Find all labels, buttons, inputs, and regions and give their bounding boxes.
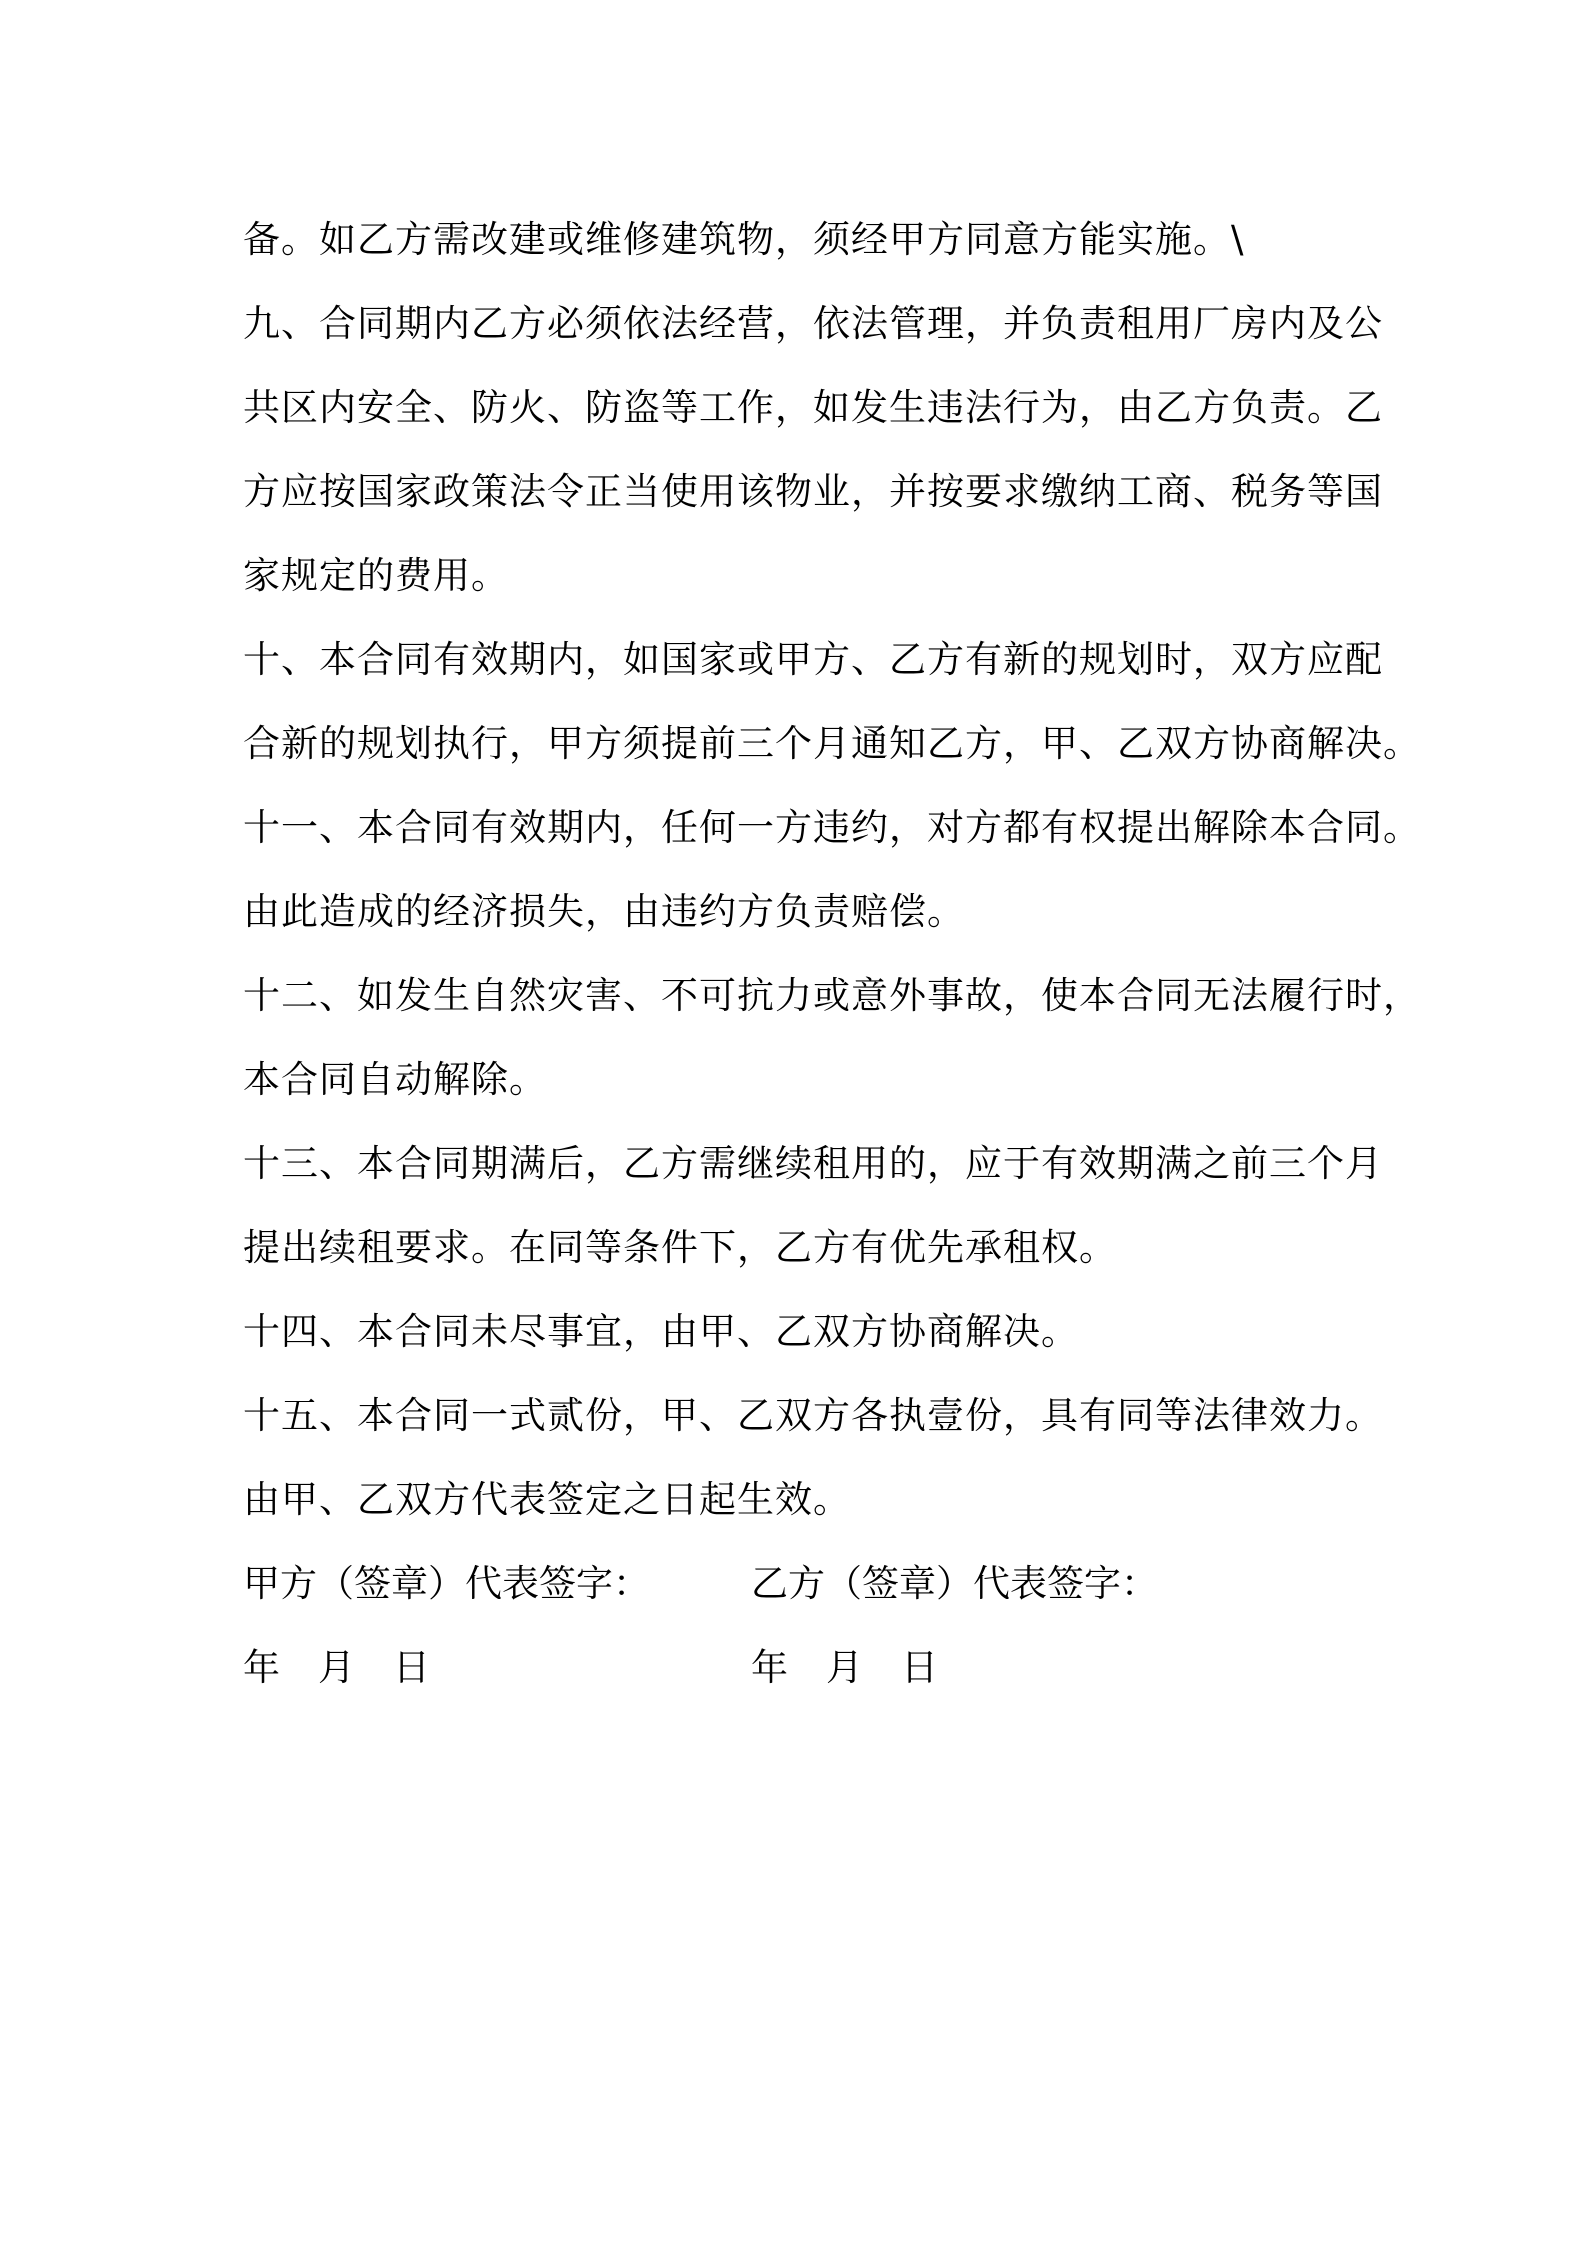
clause-15-line-2: 由甲、乙双方代表签定之日起生效。 bbox=[243, 1478, 851, 1521]
clause-11-line-2: 由此造成的经济损失，由违约方负责赔偿。 bbox=[243, 890, 965, 933]
clause-9-line-2: 共区内安全、防火、防盗等工作，如发生违法行为，由乙方负责。乙 bbox=[243, 386, 1383, 429]
text-line-1: 备。如乙方需改建或维修建筑物，须经甲方同意方能实施。\ bbox=[243, 218, 1245, 261]
clause-13-line-2: 提出续租要求。在同等条件下，乙方有优先承租权。 bbox=[243, 1226, 1117, 1269]
party-a-date bbox=[243, 1626, 468, 1710]
clause-10-line-2: 合新的规划执行，甲方须提前三个月通知乙方，甲、乙双方协商解决。 bbox=[243, 722, 1421, 765]
clause-13-line-1: 十三、本合同期满后，乙方需继续租用的，应于有效期满之前三个月 bbox=[243, 1142, 1383, 1185]
clause-14-line-1: 十四、本合同未尽事宜，由甲、乙双方协商解决。 bbox=[243, 1310, 1079, 1353]
clause-15-line-1: 十五、本合同一式贰份，甲、乙双方各执壹份，具有同等法律效力。 bbox=[243, 1394, 1383, 1437]
party-b-date-day: 日 bbox=[901, 1646, 938, 1689]
clause-9-line-3: 方应按国家政策法令正当使用该物业，并按要求缴纳工商、税务等国 bbox=[243, 470, 1383, 513]
party-b-signature-label: 乙方（签章）代表签字： bbox=[751, 1562, 1158, 1605]
party-b-date bbox=[751, 1626, 976, 1710]
party-b-date-year: 年 bbox=[751, 1646, 788, 1689]
clause-9-line-4: 家规定的费用。 bbox=[243, 554, 509, 597]
party-a-date-year: 年 bbox=[243, 1646, 280, 1689]
clause-12-line-2: 本合同自动解除。 bbox=[243, 1058, 547, 1101]
party-b-date-month: 月 bbox=[826, 1646, 863, 1689]
signature-row bbox=[243, 1542, 1363, 1626]
document-page bbox=[243, 198, 1421, 1710]
clause-11-line-1: 十一、本合同有效期内，任何一方违约，对方都有权提出解除本合同。 bbox=[243, 806, 1421, 849]
clause-10-line-1: 十、本合同有效期内，如国家或甲方、乙方有新的规划时，双方应配 bbox=[243, 638, 1383, 681]
party-a-date-day: 日 bbox=[393, 1646, 430, 1689]
party-a-signature-label: 甲方（签章）代表签字： bbox=[243, 1562, 650, 1605]
party-a-date-month: 月 bbox=[318, 1646, 355, 1689]
clause-9-line-1: 九、合同期内乙方必须依法经营，依法管理，并负责租用厂房内及公 bbox=[243, 302, 1383, 345]
date-row bbox=[243, 1626, 1363, 1710]
clause-12-line-1: 十二、如发生自然灾害、不可抗力或意外事故，使本合同无法履行时， bbox=[243, 974, 1421, 1017]
